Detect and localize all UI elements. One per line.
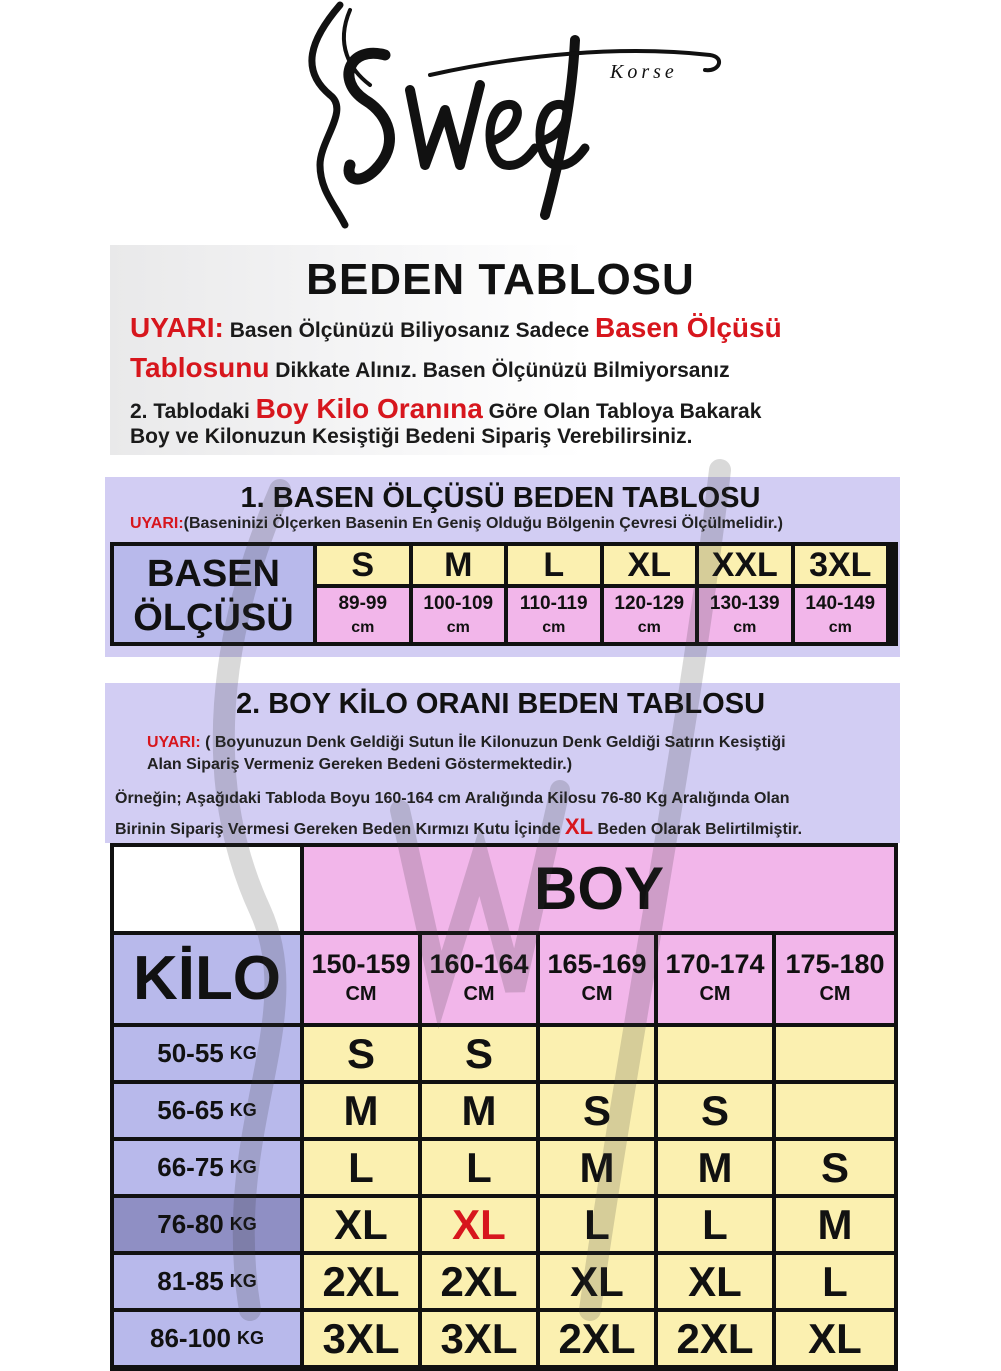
- range-value: 100-109: [423, 593, 494, 614]
- section2-note-line-2: Alan Sipariş Vermeniz Gereken Bedeni Göstermektedir.): [147, 756, 573, 773]
- kilo-label: KİLO: [132, 944, 282, 1013]
- weight-range: 56-65: [157, 1095, 224, 1125]
- size-cell: S: [540, 1084, 654, 1137]
- height-col-165-169: [540, 935, 654, 1023]
- size-cell: L: [658, 1198, 772, 1251]
- weight-unit: KG: [229, 1271, 257, 1291]
- height-col-170-174: [658, 935, 772, 1023]
- size-cell: XL: [776, 1312, 894, 1365]
- section2-note-label: UYARI:: [147, 734, 201, 751]
- section2-title: 2. BOY KİLO ORANI BEDEN TABLOSU: [235, 688, 766, 720]
- range-unit: cm: [542, 619, 566, 636]
- height-unit: CM: [819, 983, 851, 1005]
- size-cell: L: [304, 1141, 418, 1194]
- size-cell: 2XL: [658, 1312, 772, 1365]
- size-cell: 2XL: [422, 1255, 536, 1308]
- height-range: 165-169: [547, 949, 647, 979]
- range-value: 140-149: [805, 593, 876, 614]
- size-cell: [776, 1084, 894, 1137]
- weight-unit: KG: [229, 1157, 257, 1177]
- basen-range-m: [413, 588, 505, 642]
- size-cell: M: [658, 1141, 772, 1194]
- weight-range: 50-55: [157, 1038, 224, 1068]
- basen-range-xl: [604, 588, 696, 642]
- height-range: 175-180: [785, 949, 885, 979]
- page-title: BEDEN TABLOSU: [306, 255, 695, 304]
- weight-row-76-80: [114, 1198, 300, 1251]
- size-cell: S: [422, 1027, 536, 1080]
- weight-unit: KG: [229, 1100, 257, 1120]
- warning-line-1: [130, 312, 782, 344]
- weight-unit: KG: [229, 1043, 257, 1063]
- basen-range-xxl: [699, 588, 791, 642]
- basen-size-l: L: [508, 546, 600, 584]
- size-cell: L: [776, 1255, 894, 1308]
- warning-text-3a: 2. Tablodaki: [130, 400, 256, 423]
- size-cell: 2XL: [304, 1255, 418, 1308]
- height-col-175-180: [776, 935, 894, 1023]
- size-cell: S: [658, 1084, 772, 1137]
- size-cell: S: [304, 1027, 418, 1080]
- range-unit: cm: [446, 619, 470, 636]
- size-cell: L: [422, 1141, 536, 1194]
- warning-text-1a: Basen Ölçünüzü Biliyosanız Sadece: [223, 319, 595, 342]
- warning-line-3: [130, 393, 761, 425]
- size-cell: M: [304, 1084, 418, 1137]
- example-label: Örneğin;: [115, 790, 182, 807]
- range-value: 89-99: [338, 593, 388, 614]
- warning-text-3b: Boy Kilo Oranına: [255, 393, 483, 424]
- basen-row-label: [114, 546, 313, 642]
- warning-line-4: Boy ve Kilonuzun Kesiştiği Bedeni Sipariş Verebilirsiniz.: [130, 425, 693, 448]
- range-unit: cm: [351, 619, 375, 636]
- basen-size-3xl: 3XL: [795, 546, 887, 584]
- size-cell: XL: [540, 1255, 654, 1308]
- basen-range-s: [317, 588, 409, 642]
- boy-header: [304, 847, 894, 931]
- brand-sub: Korse: [610, 61, 678, 83]
- weight-row-81-85: [114, 1255, 300, 1308]
- weight-unit: KG: [229, 1214, 257, 1234]
- size-cell: XL: [658, 1255, 772, 1308]
- size-cell: XL: [304, 1198, 418, 1251]
- weight-range: 76-80: [157, 1209, 224, 1239]
- section1-note-label: UYARI:: [130, 515, 184, 532]
- height-unit: CM: [699, 983, 731, 1005]
- example-text-1: Aşağıdaki Tabloda Boyu 160-164 cm Aralığında Kilosu 76-80 Kg Aralığında Olan: [181, 790, 790, 807]
- size-cell: XL: [422, 1198, 536, 1251]
- basen-size-xl: XL: [604, 546, 696, 584]
- section1-note: [130, 515, 783, 533]
- warning-text-2b: Dikkate Alınız. Basen Ölçünüzü Bilmiyorsanız: [269, 359, 730, 382]
- example-text-2a: Birinin Sipariş Vermesi Gereken Beden Kırmızı Kutu İçinde: [115, 821, 565, 838]
- weight-range: 66-75: [157, 1152, 224, 1182]
- size-cell: 3XL: [422, 1312, 536, 1365]
- height-col-160-164: [422, 935, 536, 1023]
- basen-range-3xl: [795, 588, 887, 642]
- section2-note-text-1: ( Boyunuzun Denk Geldiği Sutun İle Kilonuzun Denk Geldiği Satırın Kesiştiği: [200, 734, 786, 751]
- size-cell: M: [540, 1141, 654, 1194]
- boy-kilo-table: [110, 843, 898, 1371]
- basen-size-m: M: [413, 546, 505, 584]
- basen-size-table: [110, 542, 898, 646]
- weight-row-66-75: [114, 1141, 300, 1194]
- range-unit: cm: [637, 619, 661, 636]
- height-range: 150-159: [311, 949, 411, 979]
- size-cell: [776, 1027, 894, 1080]
- example-text-2b: XL: [564, 814, 594, 839]
- basen-size-xxl: XXL: [699, 546, 791, 584]
- size-cell: 2XL: [540, 1312, 654, 1365]
- basen-label-1: BASEN: [146, 553, 281, 595]
- warning-text-1b: Basen Ölçüsü: [594, 312, 782, 343]
- warning-text-2a: Tablosunu: [130, 352, 270, 383]
- weight-row-86-100: [114, 1312, 300, 1365]
- boy-label: BOY: [533, 855, 665, 922]
- section1-title: 1. BASEN ÖLÇÜSÜ BEDEN TABLOSU: [240, 482, 761, 514]
- section2-note-line-1: [147, 734, 786, 752]
- weight-row-50-55: [114, 1027, 300, 1080]
- range-unit: cm: [733, 619, 757, 636]
- section1-note-text: (Baseninizi Ölçerken Basenin En Geniş Olduğu Bölgenin Çevresi Ölçülmelidir.): [183, 515, 783, 532]
- basen-range-l: [508, 588, 600, 642]
- section2-example-line-1: [115, 790, 790, 808]
- section2-example-line-2: [115, 814, 802, 840]
- weight-range: 81-85: [157, 1266, 224, 1296]
- kilo-header: [114, 935, 300, 1023]
- size-cell: [540, 1027, 654, 1080]
- size-cell: M: [776, 1198, 894, 1251]
- warning-text-3c: Göre Olan Tabloya Bakarak: [482, 400, 762, 423]
- weight-unit: KG: [236, 1328, 264, 1348]
- example-text-2c: Beden Olarak Belirtilmiştir.: [593, 821, 803, 838]
- height-range: 170-174: [665, 949, 765, 979]
- height-unit: CM: [345, 983, 377, 1005]
- size-cell: M: [422, 1084, 536, 1137]
- range-value: 130-139: [709, 593, 780, 614]
- warning-label: UYARI:: [130, 312, 224, 343]
- range-value: 110-119: [519, 593, 588, 614]
- sweet-korse-logo: [290, 0, 730, 230]
- range-value: 120-129: [614, 593, 685, 614]
- weight-row-56-65: [114, 1084, 300, 1137]
- height-unit: CM: [581, 983, 613, 1005]
- basen-label-2: ÖLÇÜSÜ: [133, 597, 294, 639]
- size-cell: 3XL: [304, 1312, 418, 1365]
- warning-line-2: [130, 352, 730, 384]
- range-unit: cm: [828, 619, 852, 636]
- height-range: 160-164: [429, 949, 529, 979]
- height-col-150-159: [304, 935, 418, 1023]
- corner-cell: [114, 847, 300, 931]
- basen-size-s: S: [317, 546, 409, 584]
- size-cell: L: [540, 1198, 654, 1251]
- height-unit: CM: [463, 983, 495, 1005]
- weight-range: 86-100: [150, 1323, 231, 1353]
- size-cell: S: [776, 1141, 894, 1194]
- size-cell: [658, 1027, 772, 1080]
